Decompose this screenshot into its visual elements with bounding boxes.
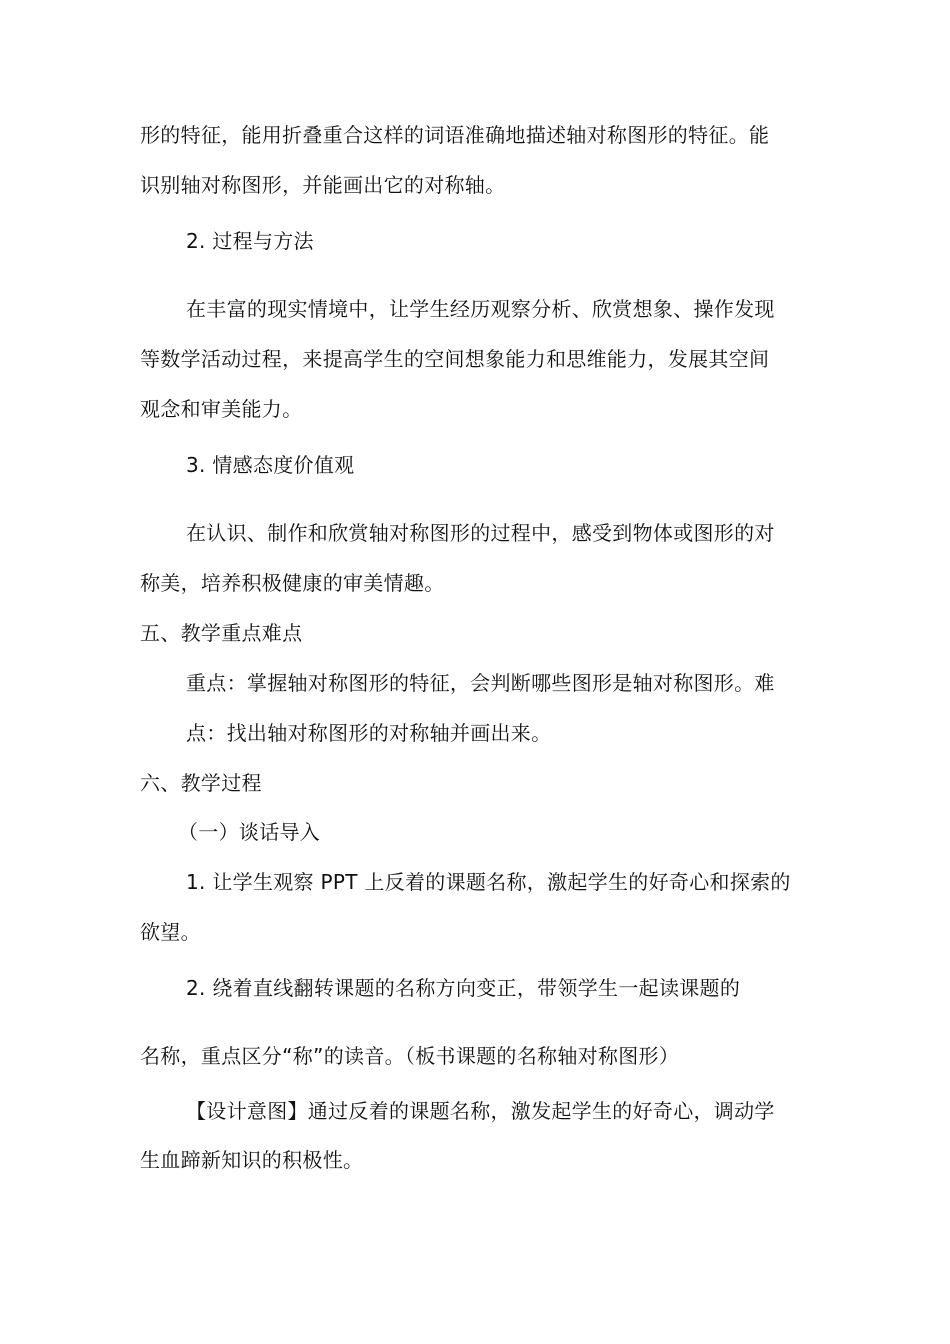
paragraph-key-points-line-1: 重点：掌握轴对称图形的特征，会判断哪些图形是轴对称图形。难: [186, 671, 775, 695]
paragraph-design-intent-line-2: 生血蹄新知识的积极性。: [140, 1148, 364, 1172]
paragraph-step2-line-1: 2. 绕着直线翻转课题的名称方向变正，带领学生一起读课题的: [186, 976, 741, 1000]
paragraph-goal-1-line-2: 识别轴对称图形，并能画出它的对称轴。: [140, 173, 506, 197]
heading-emotion-values: 3. 情感态度价值观: [186, 453, 355, 477]
paragraph-process-line-1: 在丰富的现实情境中，让学生经历观察分析、欣赏想象、操作发现: [186, 297, 775, 321]
paragraph-design-intent-line-1: 【设计意图】通过反着的课题名称，激发起学生的好奇心，调动学: [186, 1099, 775, 1123]
paragraph-step2-line-2: 名称，重点区分“称”的读音。（板书课题的名称轴对称图形）: [140, 1044, 680, 1068]
paragraph-step1-line-2: 欲望。: [140, 920, 201, 944]
paragraph-key-points-line-2: 点：找出轴对称图形的对称轴并画出来。: [186, 721, 552, 745]
paragraph-goal-1-line-1: 形的特征，能用折叠重合这样的词语准确地描述轴对称图形的特征。能: [140, 123, 770, 147]
paragraph-step1-line-1: 1. 让学生观察 PPT 上反着的课题名称，激起学生的好奇心和探索的: [186, 870, 791, 894]
heading-process-method: 2. 过程与方法: [186, 229, 314, 253]
subheading-intro: （一）谈话导入: [178, 820, 321, 844]
paragraph-emotion-line-2: 称美，培养积极健康的审美情趣。: [140, 571, 445, 595]
paragraph-emotion-line-1: 在认识、制作和欣赏轴对称图形的过程中，感受到物体或图形的对: [186, 521, 775, 545]
paragraph-process-line-2: 等数学活动过程，来提高学生的空间想象能力和思维能力，发展其空间: [140, 347, 770, 371]
section-heading-key-points: 五、教学重点难点: [140, 621, 303, 645]
section-heading-teaching-process: 六、教学过程: [140, 771, 262, 795]
paragraph-process-line-3: 观念和审美能力。: [140, 397, 303, 421]
